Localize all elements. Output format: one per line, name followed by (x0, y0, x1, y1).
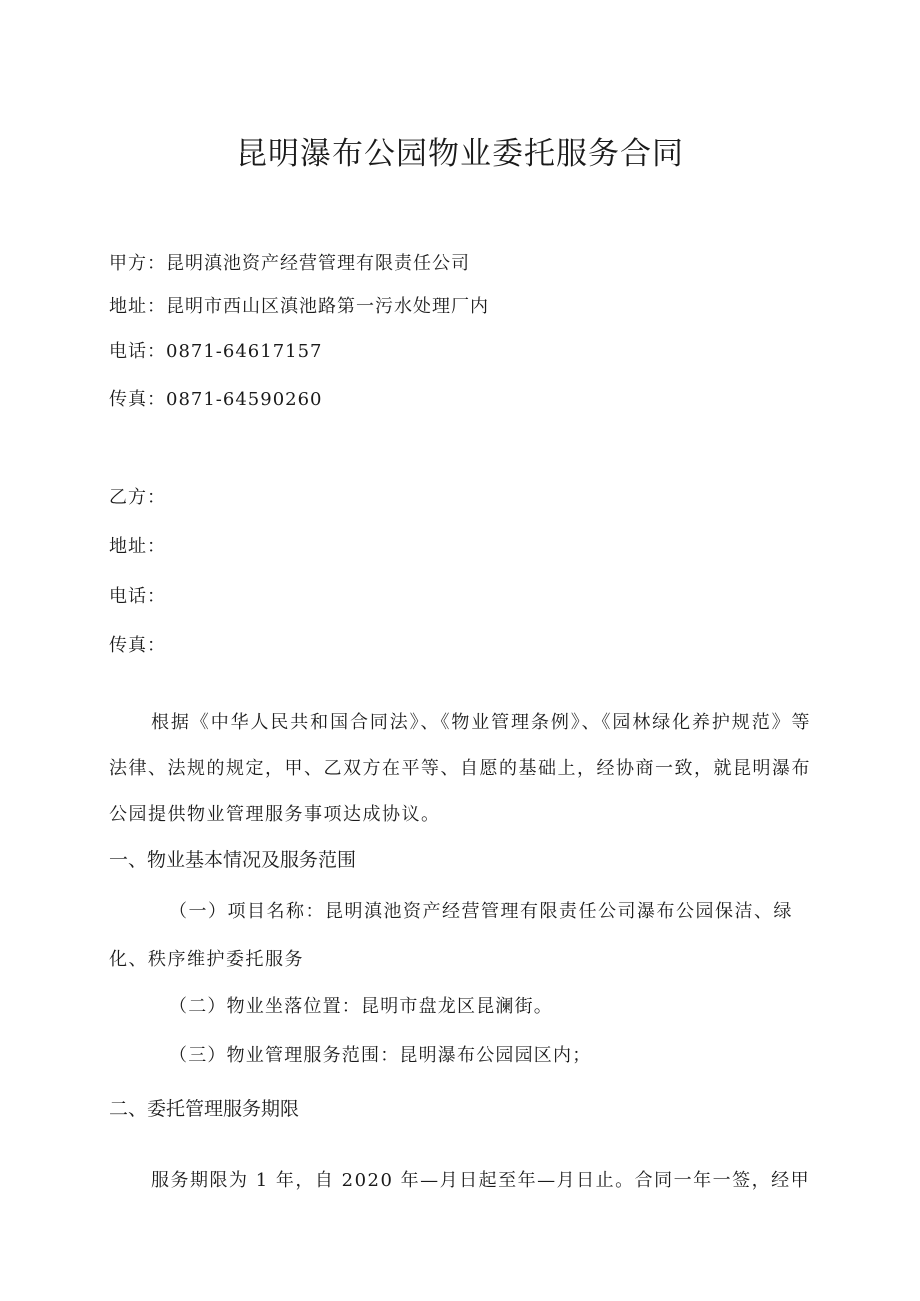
section-1-item-2: （二）物业坐落位置：昆明市盘龙区昆澜街。 (169, 996, 553, 1017)
section-2-heading: 二、委托管理服务期限 (109, 1098, 300, 1120)
party-b-fax: 传真： (109, 635, 166, 656)
contract-title: 昆明瀑布公园物业委托服务合同 (236, 136, 684, 172)
party-b-name: 乙方： (109, 487, 166, 508)
party-a-name: 甲方：昆明滇池资产经营管理有限责任公司 (109, 253, 470, 274)
section-1-heading: 一、物业基本情况及服务范围 (109, 849, 357, 871)
party-b-phone: 电话： (109, 586, 166, 607)
party-b-address: 地址： (109, 536, 166, 557)
party-a-fax: 传真：0871-64590260 (109, 389, 323, 410)
section-1-item-3: （三）物业管理服务范围：昆明瀑布公园园区内； (169, 1045, 592, 1066)
section-1-item-1: （一）项目名称：昆明滇池资产经营管理有限责任公司瀑布公园保洁、绿化、秩序维护委托服务 (109, 901, 793, 970)
party-a-address: 地址：昆明市西山区滇池路第一污水处理厂内 (109, 296, 489, 317)
intro-paragraph: 根据《中华人民共和国合同法》、《物业管理条例》、《园林绿化养护规范》等法律、法规的规定，甲、乙双方在平等、自愿的基础上，经协商一致，就昆明瀑布公园提供物业管理服务事项达成协议。 (109, 712, 811, 825)
section-2-paragraph: 服务期限为 1 年，自 2020 年—月日起至年—月日止。合同一年一签，经甲 (151, 1170, 811, 1191)
party-a-phone: 电话：0871-64617157 (109, 341, 323, 362)
